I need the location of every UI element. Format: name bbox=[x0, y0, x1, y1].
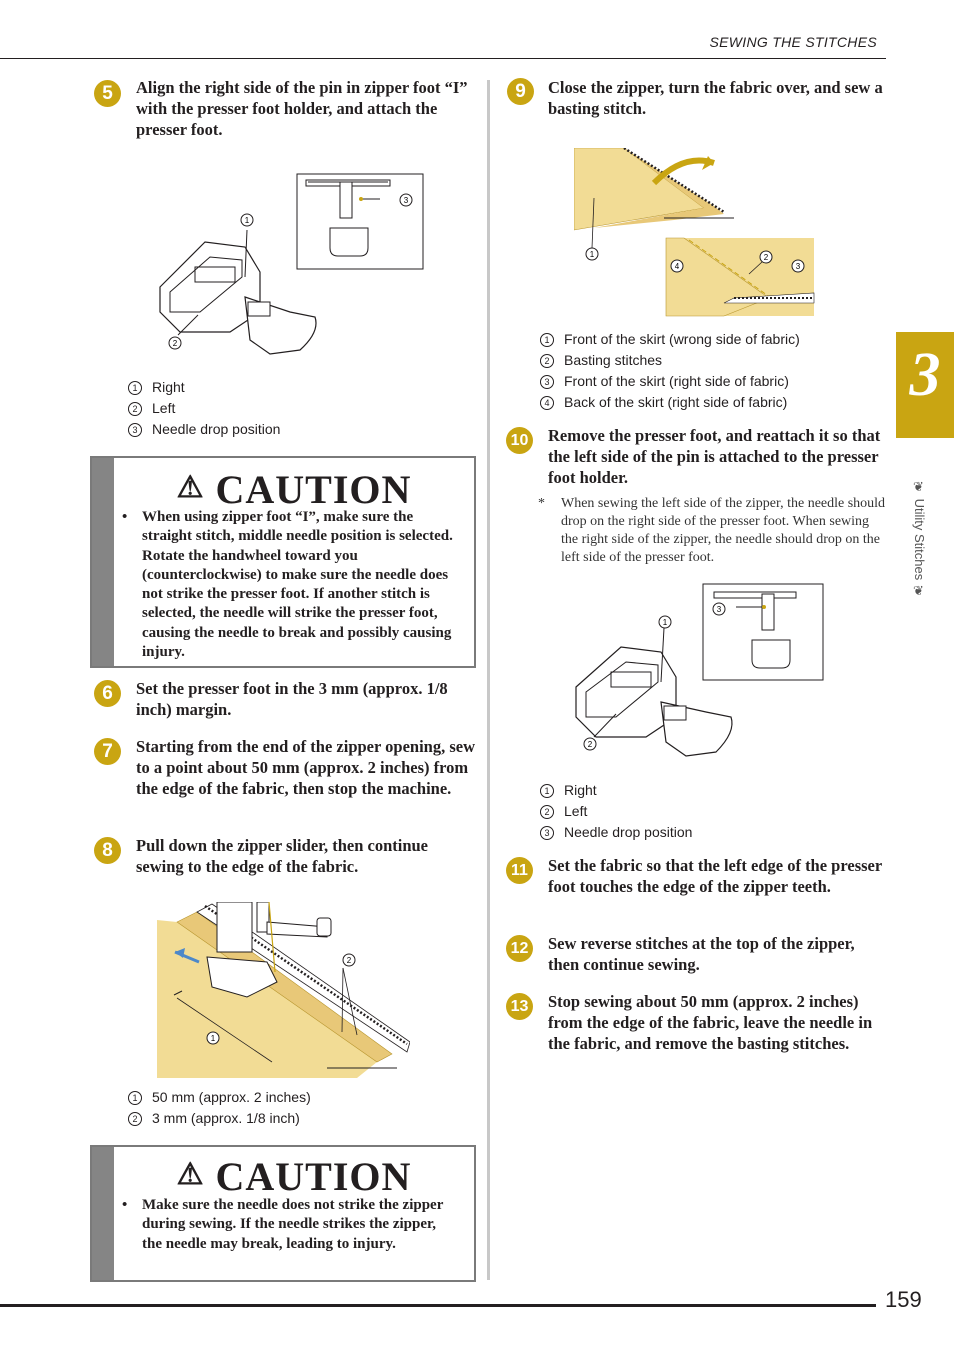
step-badge: 8 bbox=[94, 837, 121, 864]
zipper-foot-illustration bbox=[150, 172, 430, 362]
sewing-zipper-illustration bbox=[157, 902, 410, 1078]
step-badge: 10 bbox=[506, 427, 533, 454]
svg-text:2: 2 bbox=[172, 339, 178, 348]
svg-text:3: 3 bbox=[716, 605, 722, 614]
bullet: • bbox=[122, 509, 128, 525]
caution-title: ⚠ CAUTION bbox=[176, 1154, 412, 1199]
step-12-text: Sew reverse stitches at the top of the zipper, then continue sewing. bbox=[548, 934, 855, 974]
svg-text:2: 2 bbox=[587, 740, 593, 749]
footer-rule bbox=[0, 1304, 876, 1307]
step-badge: 11 bbox=[506, 857, 533, 884]
step-10-note: * When sewing the left side of the zipper, the needle should drop on the right side of the presser foot. When sewing the right side of the zipper, the needle should drop on the left side of the presser foot. bbox=[538, 496, 886, 565]
legend-step-5: 1 Right 2 Left 3 Needle drop position bbox=[128, 377, 280, 440]
legend-step-8: 1 50 mm (approx. 2 inches) 2 3 mm (approx. 1/8 inch) bbox=[128, 1087, 311, 1129]
caution-box bbox=[90, 1145, 476, 1282]
warning-icon: ⚠ bbox=[176, 471, 205, 504]
caution-text: • Make sure the needle does not strike the zipper during sewing. If the needle strikes the zipper, the needle may break, leading to injury. bbox=[122, 1196, 457, 1254]
legend-step-9: 1 Front of the skirt (wrong side of fabric) 2 Basting stitches 3 Front of the skirt (right side of fabric) 4 Back of the skirt (right side of fabric) bbox=[540, 329, 800, 413]
step-6-text: Set the presser foot in the 3 mm (approx. 1/8 inch) margin. bbox=[136, 679, 448, 719]
caution-box bbox=[90, 456, 476, 668]
svg-text:1: 1 bbox=[244, 216, 250, 225]
step-badge: 6 bbox=[94, 680, 121, 707]
bullet: • bbox=[122, 1197, 128, 1213]
step-badge: 9 bbox=[507, 78, 534, 105]
header-rule bbox=[0, 58, 886, 59]
step-badge: 7 bbox=[94, 738, 121, 765]
legend-step-10: 1 Right 2 Left 3 Needle drop position bbox=[540, 780, 692, 843]
step-8-text: Pull down the zipper slider, then continue sewing to the edge of the fabric. bbox=[136, 836, 428, 876]
step-badge: 13 bbox=[506, 993, 533, 1020]
svg-text:3: 3 bbox=[795, 262, 801, 271]
chapter-number: 3 bbox=[909, 341, 941, 409]
caution-text: • When using zipper foot “I”, make sure the straight stitch, middle needle position is selected. Rotate the handwheel toward you (counterclockwise) to make sure the needle does not strike the presser foot. If another stitch is selected, the needle will strike the presser foot, causing the needle to break and possibly causing injury. bbox=[122, 508, 457, 662]
ornament-icon: ❦ bbox=[912, 480, 927, 499]
step-badge: 12 bbox=[506, 935, 533, 962]
running-header: SEWING THE STITCHES bbox=[709, 34, 877, 50]
zipper-foot-left-illustration bbox=[566, 582, 830, 760]
step-9-text: Close the zipper, turn the fabric over, and sew a basting stitch. bbox=[548, 78, 883, 118]
step-10-text: Remove the presser foot, and reattach it so that the left side of the pin is attached to the presser foot holder. bbox=[548, 426, 881, 487]
svg-text:1: 1 bbox=[662, 618, 668, 627]
step-11-text: Set the fabric so that the left edge of the presser foot touches the edge of the zipper teeth. bbox=[548, 856, 882, 896]
chapter-label: ❦ Utility Stitches ❦ bbox=[912, 480, 927, 599]
ornament-icon: ❦ bbox=[912, 580, 927, 599]
svg-text:3: 3 bbox=[403, 196, 409, 205]
step-13-text: Stop sewing about 50 mm (approx. 2 inches) from the edge of the fabric, leave the needle in the fabric, and remove the basting stitches. bbox=[548, 992, 873, 1053]
svg-text:1: 1 bbox=[210, 1034, 216, 1043]
warning-icon: ⚠ bbox=[176, 1158, 205, 1191]
basting-stitch-illustration bbox=[574, 148, 818, 318]
svg-text:2: 2 bbox=[346, 956, 352, 965]
svg-text:1: 1 bbox=[589, 250, 595, 259]
column-divider bbox=[487, 80, 490, 1280]
svg-text:4: 4 bbox=[674, 262, 680, 271]
svg-text:2: 2 bbox=[763, 253, 769, 262]
step-badge: 5 bbox=[94, 80, 121, 107]
step-5-text: Align the right side of the pin in zipper foot “I” with the presser foot holder, and attach the presser foot. bbox=[136, 78, 468, 139]
step-7-text: Starting from the end of the zipper opening, sew to a point about 50 mm (approx. 2 inches) from the edge of the fabric, then stop the machine. bbox=[136, 737, 476, 798]
page-number: 159 bbox=[885, 1287, 922, 1312]
caution-title: ⚠ CAUTION bbox=[176, 467, 412, 512]
